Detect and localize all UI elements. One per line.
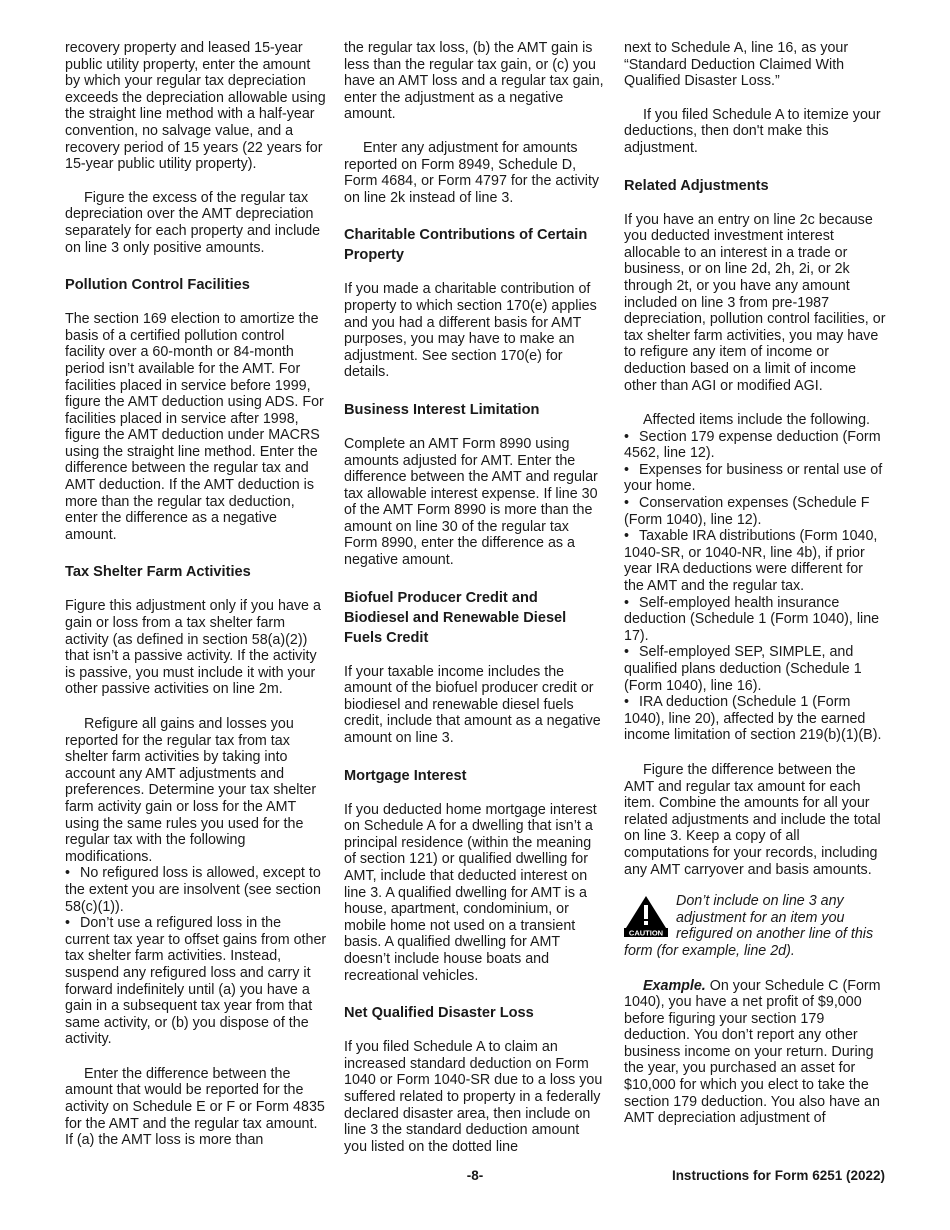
bullet-icon: • xyxy=(624,644,630,661)
paragraph: recovery property and leased 15-year public utility property, enter the amount by which your regular tax depreciation exceeds the depreciation allowable using the straight line method with a half-year convention, no salvage value, and a recovery period of 15 years (22 years for 15-year public utility property). xyxy=(65,40,326,173)
caution-icon xyxy=(624,895,668,937)
paragraph: Figure the difference between the AMT and regular tax amount for each item. Combine the amounts for all your related adjustments and include the total on line 3. Keep a copy of all computations for your records, including any AMT carryover and basis amounts. xyxy=(624,761,881,878)
column-2 xyxy=(344,40,606,1155)
paragraph: Enter any adjustment for amounts reported on Form 8949, Schedule D, Form 4684, or Form 4797 for the activity on line 2k instead of line 3. xyxy=(344,139,600,206)
caution-text: Don’t include on line 3 any adjustment for an item you refigured on another line of this form (for example, line 2d). xyxy=(624,893,874,959)
section-heading-charitable: Charitable Contributions of Certain Property xyxy=(344,227,588,264)
paragraph: Affected items include the following. xyxy=(643,412,871,429)
section-heading-pollution: Pollution Control Facilities xyxy=(65,277,250,294)
section-heading-related: Related Adjustments xyxy=(624,177,769,194)
bullet-icon: • xyxy=(624,528,630,545)
paragraph: Complete an AMT Form 8990 using amounts adjusted for AMT. Enter the difference between the AMT and regular tax allowable interest expense. If line 30 of the AMT Form 8990 is more than the amount on line 30 of the regular tax Form 8990, enter the difference as a negative amount. xyxy=(344,435,598,569)
bullet-item: • Expenses for business or rental use of your home. xyxy=(624,461,883,495)
footer-title: Instructions for Form 6251 (2022) xyxy=(671,1168,885,1183)
paragraph: The section 169 election to amortize the basis of a certified pollution control facility over a 60-month or 84-month period isn’t available for the AMT. For facilities placed in service before 1999, figure the AMT deduction using ADS. For facilities placed in service after 1998, figure the AMT deduction under MACRS using the straight line method. Enter the difference between the regular tax and AMT deduction. If the AMT deduction is more than the regular tax deduction, enter the difference as a negative amount. xyxy=(65,311,324,543)
paragraph: If your taxable income includes the amount of the biofuel producer credit or biodiesel and renewable diesel fuels credit, include that amount as a negative amount on line 3. xyxy=(344,663,601,747)
column-1 xyxy=(65,40,327,1149)
paragraph: Refigure all gains and losses you reported for the regular tax from tax shelter farm activities by taking into account any AMT adjustments and preferences. Determine your tax shelter farm activity gain or loss for the AMT using the same rules you used for the regular tax with the following modifications. xyxy=(65,716,317,865)
paragraph: Figure this adjustment only if you have a gain or loss from a tax shelter farm activity (as defined in section 58(a)(2)) that isn’t a passive activity. If the activity is passive, you must include it with your other passive activities on line 2m. xyxy=(65,598,321,698)
example-label: Example. xyxy=(643,977,706,994)
paragraph: next to Schedule A, line 16, as your “Standard Deduction Claimed With Qualified Disaster Loss.” xyxy=(624,40,849,90)
caution-note xyxy=(624,893,886,959)
example-paragraph xyxy=(624,978,886,1127)
bullet-item: • Don’t use a refigured loss in the current tax year to offset gains from other tax shelter farm activities. Instead, suspend any refigured loss and carry it forward indefinitely until (a) you have a gain in a subsequent tax year from that same activity, or (b) you dispose of the activity. xyxy=(65,915,327,1048)
paragraph: If you have an entry on line 2c because you deducted investment interest allocable to an interest in a trade or business, or on line 2d, 2h, 2i, or 2k through 2t, or you have any amount included on line 3 from pre-1987 depreciation, pollution control facilities, or tax shelter farm activities, you may have to refigure any item of income or deduction based on a limit of income other than AGI or modified AGI. xyxy=(624,211,886,394)
page-number: -8- xyxy=(466,1168,484,1183)
paragraph: If you deducted home mortgage interest on Schedule A for a dwelling that isn’t a principal residence (within the meaning of section 121) or qualified dwelling for AMT, include that deducted interest on line 3. A qualified dwelling for AMT is a house, apartment, condominium, or mobile home not used on a transient basis. A qualified dwelling for AMT doesn’t include house boats and recreational vehicles. xyxy=(344,801,597,984)
section-heading-biofuel: Biofuel Producer Credit and Biodiesel and Renewable Diesel Fuels Credit xyxy=(344,589,567,646)
caution-label: CAUTION xyxy=(628,928,664,938)
bullet-icon: • xyxy=(624,495,630,512)
paragraph: If you filed Schedule A to claim an increased standard deduction on Form 1040 or Form 1040-SR due to a loss you suffered related to property in a federally declared disaster area, then include on line 3 the standard deduction amount you listed on the dotted line xyxy=(344,1039,603,1155)
example-text: On your Schedule C (Form 1040), you have a net profit of $9,000 before figuring your section 179 deduction. You don’t report any other business income on your return. During the year, you purchased an asset for $10,000 for which you elect to take the section 179 deduction. You also have an AMT depreciation adjustment of xyxy=(624,977,881,1127)
paragraph: If you made a charitable contribution of property to which section 170(e) applies and you had a different basis for AMT purposes, you may have to make an adjustment. See section 170(e) for details. xyxy=(344,281,597,381)
bullet-item: • No refigured loss is allowed, except to the extent you are insolvent (see section 58(c)(1)). xyxy=(65,865,321,915)
bullet-icon: • xyxy=(624,694,630,711)
bullet-icon: • xyxy=(624,594,630,611)
bullet-item: • Section 179 expense deduction (Form 4562, line 12). xyxy=(624,428,881,462)
bullet-item: • Taxable IRA distributions (Form 1040, 1040-SR, or 1040-NR, line 4b), if prior year IRA deductions were different for the AMT and the regular tax. xyxy=(624,528,878,595)
section-heading-mortgage: Mortgage Interest xyxy=(344,767,467,784)
paragraph: Enter the difference between the amount that would be reported for the activity on Schedule E or F or Form 4835 for the AMT and the regular tax amount. If (a) the AMT loss is more than xyxy=(65,1065,325,1149)
section-heading-farm: Tax Shelter Farm Activities xyxy=(65,564,251,581)
bullet-item: • IRA deduction (Schedule 1 (Form 1040), line 20), affected by the earned income limitation of section 219(b)(1)(B). xyxy=(624,694,882,744)
bullet-item: • Self-employed health insurance deduction (Schedule 1 (Form 1040), line 17). xyxy=(624,594,880,644)
bullet-icon: • xyxy=(624,461,630,478)
paragraph: the regular tax loss, (b) the AMT gain is less than the regular tax gain, or (c) you have an AMT loss and a regular tax gain, enter the adjustment as a negative amount. xyxy=(344,40,604,123)
column-3 xyxy=(624,40,886,1127)
section-heading-interest: Business Interest Limitation xyxy=(344,401,540,418)
bullet-icon: • xyxy=(65,915,71,932)
bullet-icon: • xyxy=(65,865,71,882)
section-heading-disaster: Net Qualified Disaster Loss xyxy=(344,1005,534,1022)
bullet-item: • Self-employed SEP, SIMPLE, and qualified plans deduction (Schedule 1 (Form 1040), line 16). xyxy=(624,644,862,694)
bullet-item: • Conservation expenses (Schedule F (Form 1040), line 12). xyxy=(624,495,870,528)
bullet-icon: • xyxy=(624,428,630,445)
paragraph: If you filed Schedule A to itemize your deductions, then don't make this adjustment. xyxy=(624,106,881,156)
paragraph: Figure the excess of the regular tax depreciation over the AMT depreciation separately for each property and include on line 3 only positive amounts. xyxy=(65,189,321,256)
